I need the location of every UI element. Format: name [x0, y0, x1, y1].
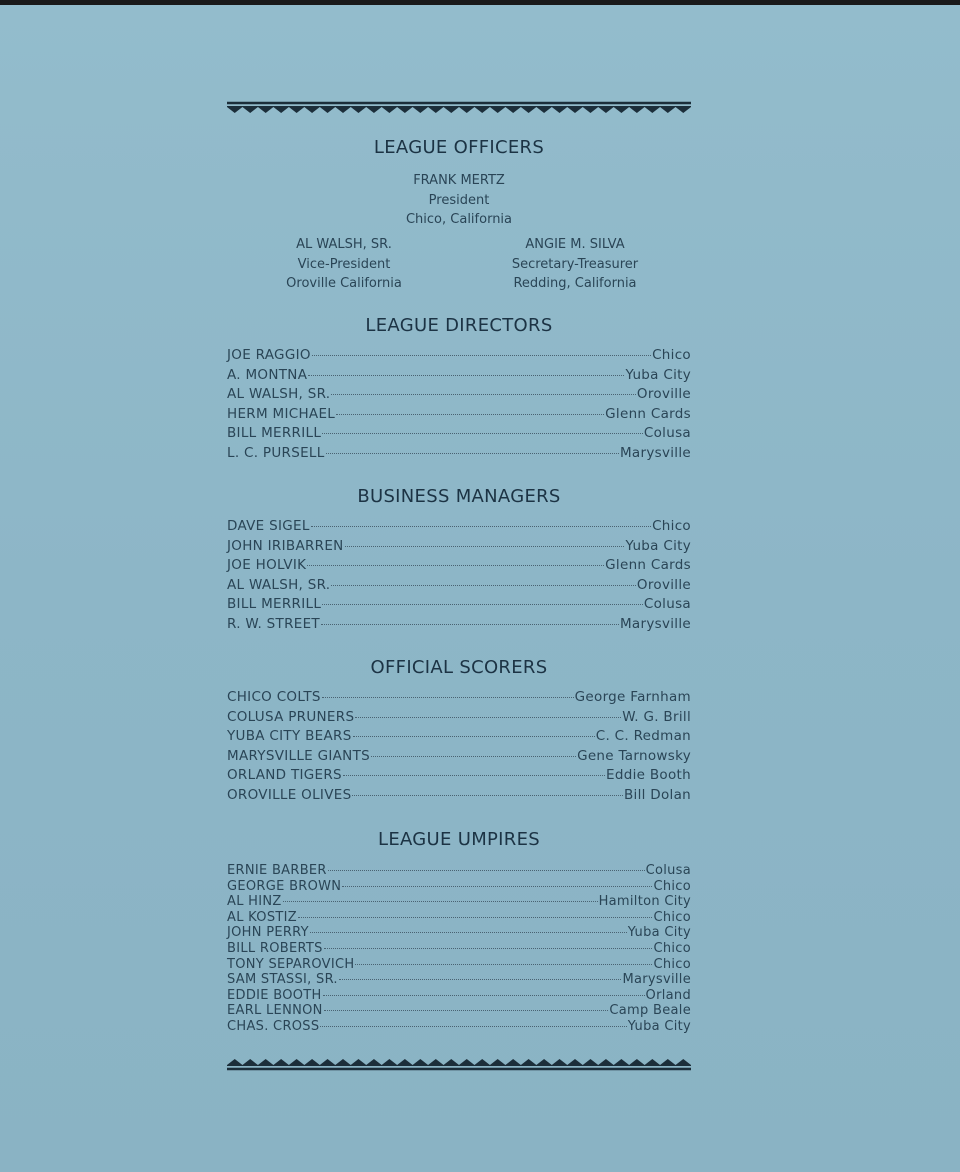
leader-dots — [353, 736, 595, 737]
leader-dots — [320, 1026, 626, 1027]
list-item — [227, 709, 691, 729]
list-item — [227, 689, 691, 709]
leader-dots — [345, 546, 625, 547]
leader-dots — [298, 917, 653, 918]
list-item — [227, 748, 691, 768]
row-name: ORLAND TIGERS — [227, 767, 342, 783]
vice-president-block — [244, 235, 444, 294]
list-item — [227, 1019, 691, 1035]
leader-dots — [331, 394, 636, 395]
list-item — [227, 787, 691, 807]
leader-dots — [322, 604, 643, 605]
row-place: Marysville — [622, 972, 691, 988]
bottom-decorative-rule — [227, 1057, 691, 1071]
list-item — [227, 925, 691, 941]
vice-president-title: Vice-President — [297, 256, 391, 272]
row-place: Marysville — [619, 444, 691, 461]
list-item — [227, 425, 691, 445]
leader-dots — [339, 979, 622, 980]
row-name: EDDIE BOOTH — [227, 987, 322, 1003]
row-place: Colusa — [643, 425, 691, 441]
leader-dots — [371, 756, 576, 757]
leader-dots — [283, 901, 598, 902]
president-name: FRANK MERTZ — [413, 173, 505, 188]
row-name: MARYSVILLE GIANTS — [227, 747, 370, 764]
list-item — [227, 616, 691, 636]
row-place: Glenn Cards — [605, 405, 691, 422]
row-place: Gene Tarnowsky — [577, 747, 691, 764]
leader-dots — [321, 624, 619, 625]
row-name: AL WALSH, SR. — [227, 576, 331, 593]
list-item — [227, 957, 691, 973]
row-name: JOHN IRIBARREN — [227, 537, 344, 554]
leader-dots — [336, 414, 604, 415]
top-edge — [0, 0, 960, 5]
leader-dots — [323, 995, 645, 996]
leader-dots — [326, 453, 619, 454]
official-scorers-heading: OFFICIAL SCORERS — [370, 657, 548, 678]
secretary-treasurer-location: Redding, California — [513, 276, 637, 291]
leader-dots — [343, 775, 605, 776]
list-item — [227, 538, 691, 558]
row-place: Chico — [653, 940, 691, 956]
row-name: SAM STASSI, SR. — [227, 972, 338, 988]
leader-dots — [311, 526, 651, 527]
list-item — [227, 518, 691, 538]
secretary-treasurer-title: Secretary-Treasurer — [511, 256, 639, 272]
league-umpires-list — [227, 863, 691, 1035]
list-item — [227, 879, 691, 895]
business-managers-heading: BUSINESS MANAGERS — [357, 486, 561, 507]
row-place: Camp Beale — [609, 1003, 691, 1019]
row-place: Glenn Cards — [605, 557, 691, 573]
row-name: YUBA CITY BEARS — [227, 728, 352, 744]
leader-dots — [310, 932, 627, 933]
list-item — [227, 894, 691, 910]
row-place: Oroville — [636, 576, 691, 593]
row-name: BILL MERRILL — [227, 425, 322, 441]
list-item — [227, 972, 691, 988]
row-place: C. C. Redman — [595, 728, 691, 744]
list-item — [227, 347, 691, 367]
row-place: Chico — [653, 878, 691, 894]
league-officers-heading: LEAGUE OFFICERS — [373, 137, 545, 158]
row-place: Yuba City — [625, 537, 691, 554]
row-place: Chico — [652, 518, 691, 534]
row-place: Chico — [652, 347, 691, 363]
president-location: Chico, California — [405, 212, 513, 227]
row-name: COLUSA PRUNERS — [227, 708, 355, 725]
leader-dots — [352, 795, 623, 796]
business-managers-list — [227, 518, 691, 635]
row-place: Chico — [653, 909, 691, 925]
top-decorative-rule — [227, 101, 691, 115]
row-place: Yuba City — [625, 366, 691, 383]
president-title: President — [428, 192, 490, 208]
list-item — [227, 386, 691, 406]
row-name: CHAS. CROSS — [227, 1018, 320, 1034]
list-item — [227, 367, 691, 387]
secretary-treasurer-block — [475, 235, 675, 294]
leader-dots — [328, 870, 645, 871]
row-place: Yuba City — [627, 925, 691, 941]
list-item — [227, 728, 691, 748]
leader-dots — [331, 585, 636, 586]
secretary-treasurer-name: ANGIE M. SILVA — [525, 237, 625, 252]
row-place: Colusa — [643, 596, 691, 612]
list-item — [227, 596, 691, 616]
leader-dots — [355, 964, 652, 965]
league-directors-list — [227, 347, 691, 464]
row-place: Hamilton City — [598, 894, 691, 910]
leader-dots — [322, 433, 643, 434]
row-place: Chico — [653, 956, 691, 972]
row-name: OROVILLE OLIVES — [227, 786, 352, 803]
list-item — [227, 406, 691, 426]
leader-dots — [324, 948, 653, 949]
row-name: GEORGE BROWN — [227, 878, 342, 894]
leader-dots — [342, 886, 652, 887]
row-name: L. C. PURSELL — [227, 444, 325, 461]
row-name: JOE HOLVIK — [227, 557, 307, 573]
list-item — [227, 863, 691, 879]
list-item — [227, 1003, 691, 1019]
league-umpires-heading: LEAGUE UMPIRES — [378, 829, 540, 850]
president-block — [227, 171, 691, 230]
row-place: Yuba City — [627, 1018, 691, 1034]
row-name: TONY SEPAROVICH — [227, 956, 355, 972]
row-place: Eddie Booth — [606, 767, 691, 783]
leader-dots — [355, 717, 621, 718]
vice-president-name: AL WALSH, SR. — [296, 237, 392, 252]
list-item — [227, 941, 691, 957]
leader-dots — [307, 565, 604, 566]
row-place: W. G. Brill — [622, 708, 691, 725]
list-item — [227, 445, 691, 465]
leader-dots — [324, 1010, 609, 1011]
list-item — [227, 910, 691, 926]
row-name: BILL MERRILL — [227, 596, 322, 612]
row-place: Orland — [645, 987, 691, 1003]
row-name: JOHN PERRY — [227, 925, 309, 941]
list-item — [227, 988, 691, 1004]
list-item — [227, 577, 691, 597]
row-name: JOE RAGGIO — [227, 347, 311, 363]
league-directors-heading: LEAGUE DIRECTORS — [365, 315, 553, 336]
row-name: AL WALSH, SR. — [227, 386, 331, 402]
row-name: DAVE SIGEL — [227, 518, 310, 534]
row-name: AL KOSTIZ — [227, 909, 297, 925]
row-name: EARL LENNON — [227, 1003, 323, 1019]
row-name: ERNIE BARBER — [227, 863, 327, 878]
row-name: AL HINZ — [227, 894, 282, 910]
leader-dots — [312, 355, 651, 356]
leader-dots — [308, 375, 624, 376]
row-name: A. MONTNA — [227, 366, 308, 383]
row-name: BILL ROBERTS — [227, 940, 323, 956]
vice-president-location: Oroville California — [286, 276, 402, 291]
list-item — [227, 767, 691, 787]
row-name: HERM MICHAEL — [227, 405, 336, 422]
row-place: Oroville — [636, 386, 691, 402]
row-place: Bill Dolan — [623, 786, 691, 803]
row-place: George Farnham — [574, 689, 691, 705]
row-name: R. W. STREET — [227, 615, 320, 632]
leader-dots — [322, 697, 574, 698]
row-name: CHICO COLTS — [227, 689, 321, 705]
official-scorers-list — [227, 689, 691, 806]
list-item — [227, 557, 691, 577]
row-place: Marysville — [619, 615, 691, 632]
row-place: Colusa — [645, 863, 691, 878]
